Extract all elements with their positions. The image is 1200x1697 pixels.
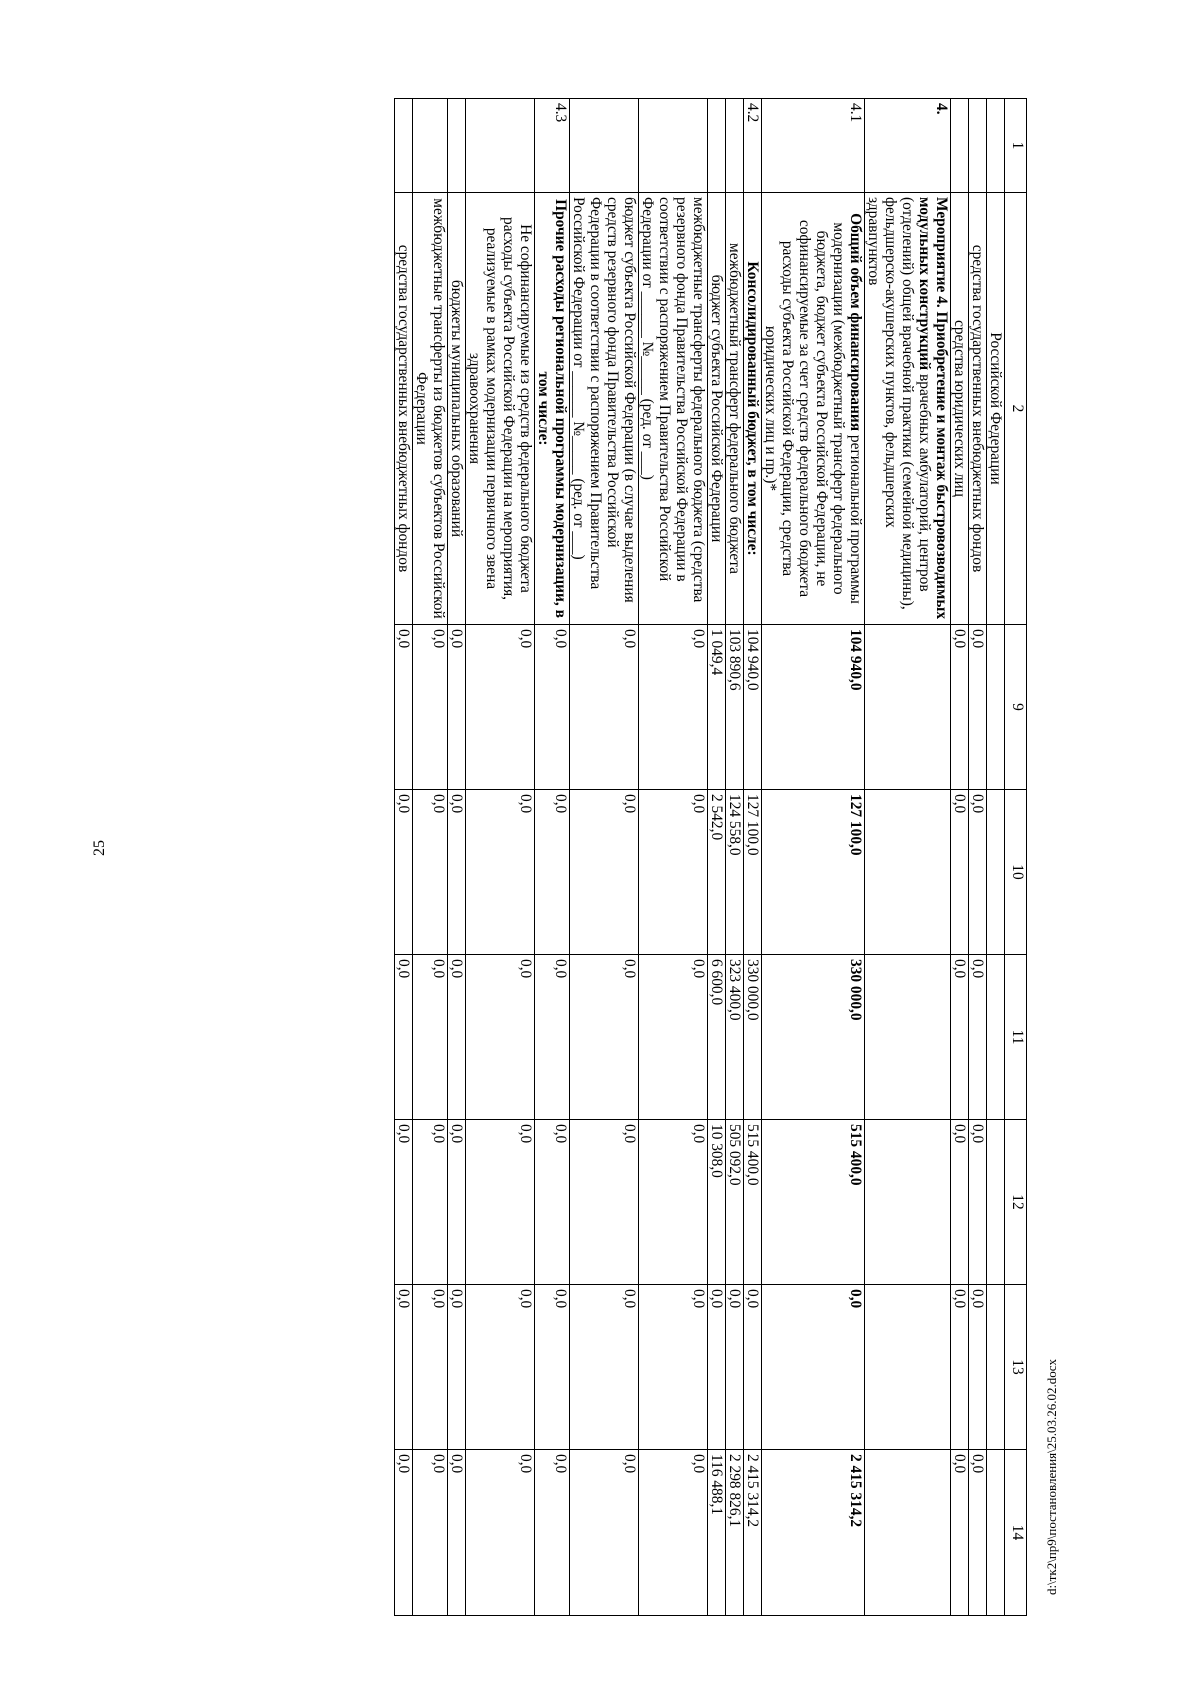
row-number-cell: 4.3: [535, 99, 570, 193]
value-cell-col-13: 0,0: [466, 1285, 535, 1450]
value-cell-col-11: 0,0: [570, 955, 639, 1120]
value-cell-col-13: [987, 1285, 1005, 1450]
value-cell-col-14: 2 415 314,2: [762, 1450, 865, 1616]
table-row: [865, 99, 951, 1616]
row-number-cell: [639, 99, 708, 193]
table-row: [448, 99, 466, 1616]
table-row: [969, 99, 987, 1616]
value-cell-col-11: 0,0: [395, 955, 413, 1120]
row-label-cell: [865, 193, 951, 625]
row-number-cell: 4.: [865, 99, 951, 193]
value-cell-col-9: 0,0: [969, 625, 987, 790]
value-cell-col-12: 0,0: [570, 1120, 639, 1285]
value-cell-col-9: 0,0: [639, 625, 708, 790]
value-cell-col-13: 0,0: [448, 1285, 466, 1450]
value-cell-col-10: 124 558,0: [726, 790, 744, 955]
value-cell-col-11: 330 000,0: [762, 955, 865, 1120]
budget-table-rotated: [167, 98, 1027, 1615]
budget-table: [394, 98, 1027, 1616]
value-cell-col-14: 0,0: [395, 1450, 413, 1616]
value-cell-col-12: 515 400,0: [762, 1120, 865, 1285]
table-row: [708, 99, 726, 1616]
column-header-9: 9: [1005, 625, 1027, 790]
value-cell-col-10: 0,0: [639, 790, 708, 955]
value-cell-col-14: 2 415 314,2: [744, 1450, 762, 1616]
table-row: [535, 99, 570, 1616]
column-header-14: 14: [1005, 1450, 1027, 1616]
table-row: [413, 99, 448, 1616]
value-cell-col-9: 0,0: [413, 625, 448, 790]
value-cell-col-14: [865, 1450, 951, 1616]
row-label-cell: [951, 193, 969, 625]
table-row: [639, 99, 708, 1616]
value-cell-col-12: 0,0: [639, 1120, 708, 1285]
value-cell-col-12: 10 308,0: [708, 1120, 726, 1285]
table-row: [726, 99, 744, 1616]
row-number-cell: [570, 99, 639, 193]
value-cell-col-9: 104 940,0: [762, 625, 865, 790]
value-cell-col-14: 0,0: [639, 1450, 708, 1616]
value-cell-col-13: 0,0: [762, 1285, 865, 1450]
column-header-10: 10: [1005, 790, 1027, 955]
value-cell-col-9: 104 940,0: [744, 625, 762, 790]
value-cell-col-11: [987, 955, 1005, 1120]
value-cell-col-12: 515 400,0: [744, 1120, 762, 1285]
value-cell-col-14: 2 298 826,1: [726, 1450, 744, 1616]
value-cell-col-13: 0,0: [395, 1285, 413, 1450]
value-cell-col-14: [987, 1450, 1005, 1616]
value-cell-col-9: 0,0: [570, 625, 639, 790]
value-cell-col-9: [987, 625, 1005, 790]
value-cell-col-12: 505 092,0: [726, 1120, 744, 1285]
value-cell-col-13: [865, 1285, 951, 1450]
row-label-text: региональной программы модернизации (межбюджетный трансферт федерального бюджета, бюджет субъекта Российской Федерации, не софинансируемые за счет средств федерального бюджета расходы субъекта Российской Федерации, средства юридических лиц и пр.)*: [762, 219, 864, 604]
value-cell-col-14: 0,0: [413, 1450, 448, 1616]
row-label-cell: [639, 193, 708, 625]
table-row: [951, 99, 969, 1616]
row-number-cell: [987, 99, 1005, 193]
value-cell-col-14: 0,0: [535, 1450, 570, 1616]
row-label-text: Консолидированный бюджет, в том числе:: [744, 261, 761, 556]
row-label-cell: [395, 193, 413, 625]
table-row: [744, 99, 762, 1616]
row-label-cell: [448, 193, 466, 625]
value-cell-col-12: 0,0: [448, 1120, 466, 1285]
value-cell-col-10: 0,0: [395, 790, 413, 955]
value-cell-col-14: 0,0: [969, 1450, 987, 1616]
row-label-cell: [744, 193, 762, 625]
row-label-cell: [726, 193, 744, 625]
value-cell-col-12: 0,0: [395, 1120, 413, 1285]
value-cell-col-13: 0,0: [726, 1285, 744, 1450]
row-label-bold: Мероприятие 4. Приобретение и монтаж быстровозводимых модульных конструкций: [916, 197, 950, 620]
row-number-cell: [413, 99, 448, 193]
value-cell-col-14: 0,0: [448, 1450, 466, 1616]
value-cell-col-10: 127 100,0: [744, 790, 762, 955]
value-cell-col-10: 0,0: [448, 790, 466, 955]
row-label-text: Российской Федерации: [987, 332, 1004, 485]
column-header-12: 12: [1005, 1120, 1027, 1285]
value-cell-col-10: 0,0: [535, 790, 570, 955]
value-cell-col-9: 103 890,6: [726, 625, 744, 790]
value-cell-col-10: 0,0: [951, 790, 969, 955]
value-cell-col-12: 0,0: [951, 1120, 969, 1285]
table-row: [987, 99, 1005, 1616]
value-cell-col-11: 323 400,0: [726, 955, 744, 1120]
value-cell-col-9: 0,0: [448, 625, 466, 790]
value-cell-col-10: 2 542,0: [708, 790, 726, 955]
row-label-text: врачебных амбулаторий, центров (отделений) общей врачебной практики (семейной медицины), фельдшерско-акушерских пунктов, фельдшерских здравпунктов: [865, 197, 933, 610]
row-label-cell: [708, 193, 726, 625]
value-cell-col-11: 6 600,0: [708, 955, 726, 1120]
value-cell-col-13: 0,0: [708, 1285, 726, 1450]
row-number-cell: [448, 99, 466, 193]
value-cell-col-10: [987, 790, 1005, 955]
row-label-text: средства юридических лиц: [951, 320, 968, 497]
table-row: [466, 99, 535, 1616]
row-label-text: Прочие расходы региональной программы модернизации, в том числе:: [535, 199, 569, 618]
table-body: [395, 99, 1005, 1616]
value-cell-col-12: [865, 1120, 951, 1285]
value-cell-col-11: [865, 955, 951, 1120]
value-cell-col-11: 0,0: [413, 955, 448, 1120]
row-label-cell: [413, 193, 448, 625]
column-header-1: 1: [1005, 99, 1027, 193]
value-cell-col-14: 0,0: [466, 1450, 535, 1616]
value-cell-col-14: 0,0: [951, 1450, 969, 1616]
row-number-cell: [951, 99, 969, 193]
value-cell-col-9: 1 049,4: [708, 625, 726, 790]
value-cell-col-13: 0,0: [639, 1285, 708, 1450]
value-cell-col-13: 0,0: [413, 1285, 448, 1450]
row-label-text: бюджеты муниципальных образований: [448, 279, 465, 538]
value-cell-col-13: 0,0: [969, 1285, 987, 1450]
value-cell-col-13: 0,0: [535, 1285, 570, 1450]
row-number-cell: 4.1: [762, 99, 865, 193]
value-cell-col-10: 127 100,0: [762, 790, 865, 955]
row-label-text: бюджет субъекта Российской Федерации: [708, 274, 725, 543]
row-label-text: средства государственных внебюджетных фондов: [969, 244, 986, 573]
row-label-text: бюджет субъекта Российской Федерации (в случае выделения средств резервного фонда Правительства Российской Федерации в соответствии с распоряжением Правительства Российской Федерации от ______ №_____ (ред. от ___): [570, 197, 638, 603]
row-number-cell: [466, 99, 535, 193]
row-label-text: Не софинансируемые из средств федерального бюджета расходы субъекта Российской Федерации на мероприятия, реализуемые в рамках модернизации первичного звена здравоохранения: [466, 217, 534, 600]
value-cell-col-12: 0,0: [413, 1120, 448, 1285]
value-cell-col-12: 0,0: [535, 1120, 570, 1285]
row-number-cell: [395, 99, 413, 193]
value-cell-col-10: 0,0: [969, 790, 987, 955]
value-cell-col-12: 0,0: [969, 1120, 987, 1285]
row-label-text: межбюджетные трансферты федерального бюджета (средства резервного фонда Правительства Российской Федерации в соответствии с распоряжением Правительства Российской Федерации от ______ №_____ (ред. от ___): [639, 197, 707, 603]
value-cell-col-10: 0,0: [466, 790, 535, 955]
table-row: [762, 99, 865, 1616]
value-cell-col-9: 0,0: [395, 625, 413, 790]
column-header-13: 13: [1005, 1285, 1027, 1450]
row-label-text: средства государственных внебюджетных фондов: [395, 244, 412, 573]
table-row: [570, 99, 639, 1616]
value-cell-col-9: 0,0: [466, 625, 535, 790]
row-label-cell: [987, 193, 1005, 625]
value-cell-col-13: 0,0: [570, 1285, 639, 1450]
value-cell-col-11: 0,0: [535, 955, 570, 1120]
value-cell-col-11: 0,0: [448, 955, 466, 1120]
row-number-cell: [708, 99, 726, 193]
row-label-cell: [570, 193, 639, 625]
value-cell-col-10: [865, 790, 951, 955]
value-cell-col-11: 0,0: [639, 955, 708, 1120]
row-label-cell: [762, 193, 865, 625]
value-cell-col-11: 0,0: [951, 955, 969, 1120]
value-cell-col-12: [987, 1120, 1005, 1285]
column-header-11: 11: [1005, 955, 1027, 1120]
value-cell-col-13: 0,0: [951, 1285, 969, 1450]
column-header-2: 2: [1005, 193, 1027, 625]
value-cell-col-9: 0,0: [951, 625, 969, 790]
value-cell-col-11: 0,0: [969, 955, 987, 1120]
value-cell-col-14: 116 488,1: [708, 1450, 726, 1616]
value-cell-col-10: 0,0: [570, 790, 639, 955]
table-row: [395, 99, 413, 1616]
row-number-cell: [969, 99, 987, 193]
header-row: [1005, 99, 1027, 1616]
row-label-text: межбюджетный трансферт федерального бюджета: [726, 242, 743, 574]
value-cell-col-11: 0,0: [466, 955, 535, 1120]
row-number-cell: 4.2: [744, 99, 762, 193]
value-cell-col-12: 0,0: [466, 1120, 535, 1285]
value-cell-col-13: 0,0: [744, 1285, 762, 1450]
row-label-text: межбюджетные трансферты из бюджетов субъектов Российской Федерации: [413, 198, 447, 619]
value-cell-col-10: 0,0: [413, 790, 448, 955]
row-number-cell: [726, 99, 744, 193]
page-number: 25: [91, 840, 108, 856]
row-label-bold: Общий объем финансирования: [847, 213, 864, 432]
value-cell-col-9: [865, 625, 951, 790]
row-label-cell: [535, 193, 570, 625]
row-label-cell: [466, 193, 535, 625]
row-label-cell: [969, 193, 987, 625]
file-path-footer: d:\тк2\пр9\постановления\25.03.26.02.docx: [1044, 1358, 1059, 1595]
value-cell-col-11: 330 000,0: [744, 955, 762, 1120]
value-cell-col-14: 0,0: [570, 1450, 639, 1616]
value-cell-col-9: 0,0: [535, 625, 570, 790]
